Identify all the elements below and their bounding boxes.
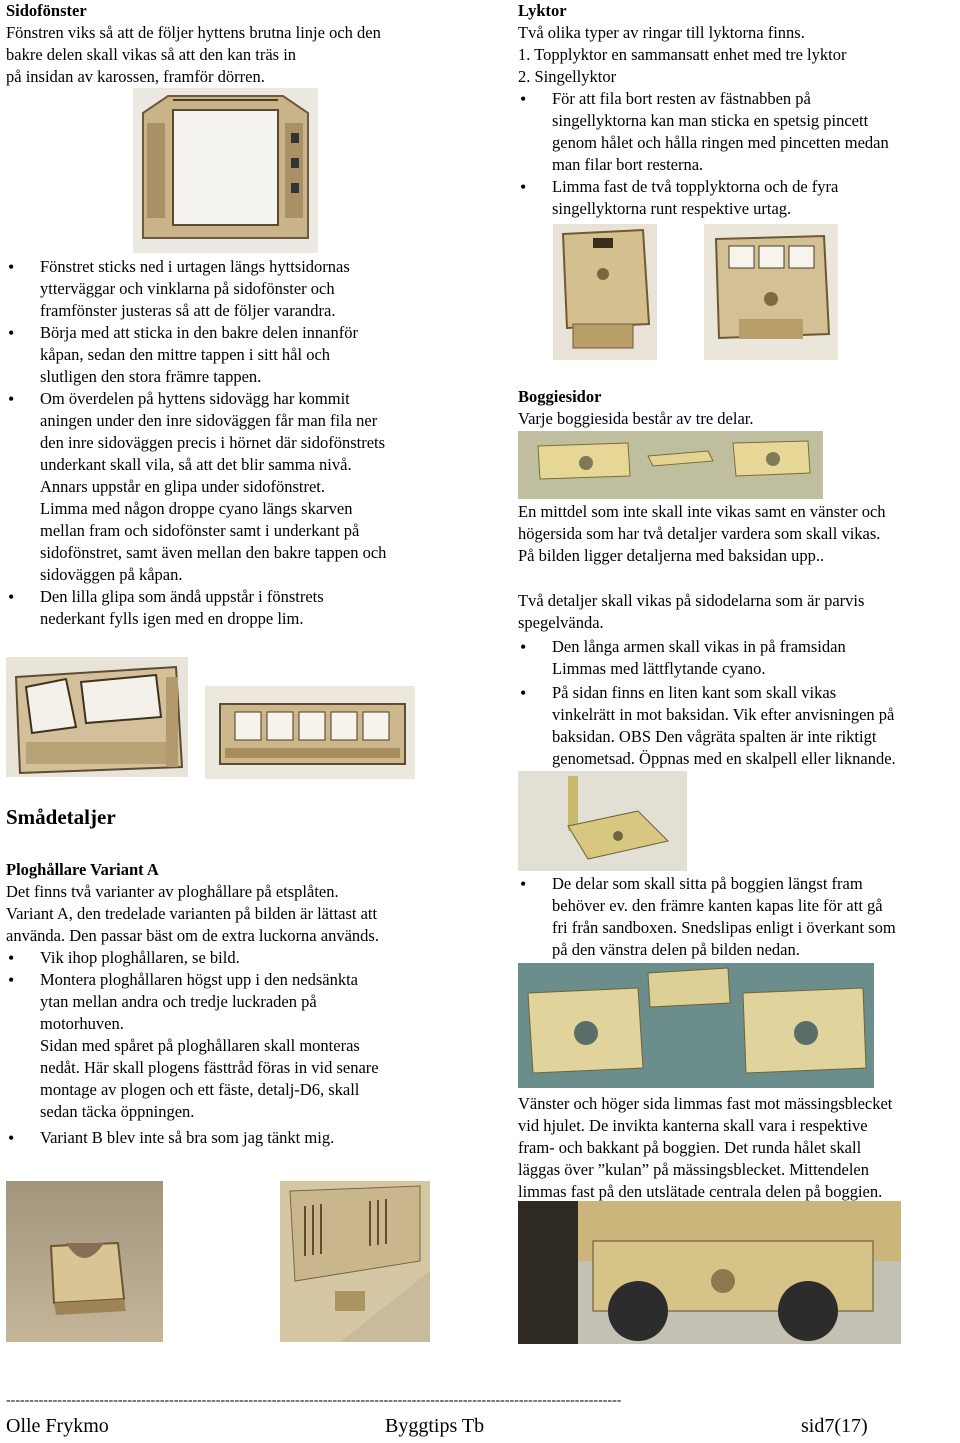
ploghallare-heading: Ploghållare Variant A <box>6 860 159 879</box>
footer-page-number: sid7(17) <box>801 1415 868 1437</box>
ploghallare-bullet-list <box>6 947 476 1149</box>
lyktor-bullet-2: • Limma fast de två topplyktorna och de fyra singellyktorna runt respektive urtag. <box>518 176 958 220</box>
lamp-front-photo <box>553 224 657 360</box>
ploghallare-bullet-2: • Montera ploghållaren högst upp i den nedsänkta ytan mellan andra och tredje luckraden på motorhuven. Sidan med spåret på ploghållaren skall monteras nedåt. Här skall plogens fästtråd föras in vid senare montage av plogen och ett fäste, detalj-D6, skall sedan täcka öppningen. <box>6 969 476 1123</box>
cab-side-photo <box>6 657 188 777</box>
ploghallare-text: Det finns två varianter av ploghållare på etsplåten. Variant A, den tredelade varianten på bilden är lättast att använda. Den passar bäst om de extra luckorna används. <box>6 882 379 945</box>
fold-bullet-list <box>518 636 960 770</box>
folded-bogie-part-photo <box>518 771 687 871</box>
front-bullet-list <box>518 873 960 961</box>
tva-detaljer-paragraph: Två detaljer skall vikas på sidodelarna som är parvis spegelvända. <box>518 591 865 632</box>
footer-author: Olle Frykmo <box>6 1415 109 1437</box>
bogie-sides-photo <box>518 963 874 1088</box>
ploghallare-bullet-1: • Vik ihop ploghållaren, se bild. <box>6 947 476 969</box>
window-bullet-4: • Den lilla glipa som ändå uppstår i fönstrets nederkant fylls igen med en droppe lim. <box>6 586 476 630</box>
smadetaljer-heading: Smådetaljer <box>6 805 116 829</box>
ploghallare-bullet-3: • Variant B blev inte så bra som jag tänkt mig. <box>6 1127 476 1149</box>
vanster-hoger-paragraph: Vänster och höger sida limmas fast mot mässingsblecket vid hjulet. De invikta kanterna skall vara i respektive fram- och bakkant på boggien. Det runda hålet skall läggas över ”kulan” på mässingsblecket. Mittendelen limmas fast på den utslätade centrala delen på boggien. <box>518 1094 893 1201</box>
lyktor-text: Två olika typer av ringar till lyktorna finns. 1. Topplyktor en sammansatt enhet med tre lyktor 2. Singellyktor <box>518 23 847 86</box>
mittdel-paragraph: En mittdel som inte skall inte vikas samt en vänster och högersida som har två detaljer vardera som skall vikas. På bilden ligger detaljerna med baksidan upp.. <box>518 502 886 565</box>
sidofonster-text: Fönstren viks så att de följer hyttens brutna linje och den bakre delen skall vikas så att den kan träs in på insidan av karossen, framför dörren. <box>6 23 381 86</box>
cab-frame-photo <box>133 88 318 253</box>
plow-holder-photo <box>6 1181 163 1342</box>
footer-rule: ------------------------------------------------------------------------------------------------------------------------------------ <box>6 1393 622 1408</box>
window-bullet-2: • Börja med att sticka in den bakre delen innanför kåpan, sedan den mittre tappen i sitt hål och slutligen den stora främre tappen. <box>6 322 476 388</box>
window-bullet-list <box>6 256 476 630</box>
lyktor-heading: Lyktor <box>518 1 567 20</box>
front-bullet: • De delar som skall sitta på boggien längst fram behöver ev. den främre kanten kapas lite för att gå fri från sandboxen. Snedslipas enligt i överkant som på den vänstra delen på bilden nedan. <box>518 873 960 961</box>
fold-bullet-1: • Den långa armen skall vikas in på framsidan Limmas med lättflytande cyano. <box>518 636 960 680</box>
sidofonster-heading: Sidofönster <box>6 1 87 20</box>
lamp-cab-photo <box>704 224 838 360</box>
bogie-parts-photo <box>518 431 823 499</box>
footer-title: Byggtips Tb <box>385 1415 485 1437</box>
window-bullet-3: • Om överdelen på hyttens sidovägg har kommit aningen under den inre sidoväggen får man fila ner den inre sidoväggen precis i hörnet där sidofönstrets underkant skall vila, så att det blir samma nivå. Annars uppstår en glipa under sidofönstret. Limma med någon droppe cyano längs skarven mellan fram och sidofönster samt i underkant på sidofönstret, samt även mellan den bakre tappen och sidoväggen på kåpan. <box>6 388 476 586</box>
lyktor-bullet-1: • För att fila bort resten av fästnabben på singellyktorna kan man sticka en spetsig pincett genom hålet och hålla ringen med pincetten medan man filar bort resterna. <box>518 88 958 176</box>
boggiesidor-text: Varje boggiesida består av tre delar. <box>518 409 754 428</box>
plow-holder-mounted-photo <box>280 1181 430 1342</box>
cab-window-photo <box>205 686 415 779</box>
lyktor-bullet-list <box>518 88 958 220</box>
fold-bullet-2: • På sidan finns en liten kant som skall vikas vinkelrätt in mot baksidan. Vik efter anvisningen på baksidan. OBS Den vågräta spalten är inte riktigt genometsad. Öppnas med en skalpell eller liknande. <box>518 682 960 770</box>
bogie-assembled-photo <box>518 1201 901 1344</box>
window-bullet-1: • Fönstret sticks ned i urtagen längs hyttsidornas ytterväggar och vinklarna på sidofönster och framfönster justeras så att de följer varandra. <box>6 256 476 322</box>
boggiesidor-heading: Boggiesidor <box>518 387 602 406</box>
